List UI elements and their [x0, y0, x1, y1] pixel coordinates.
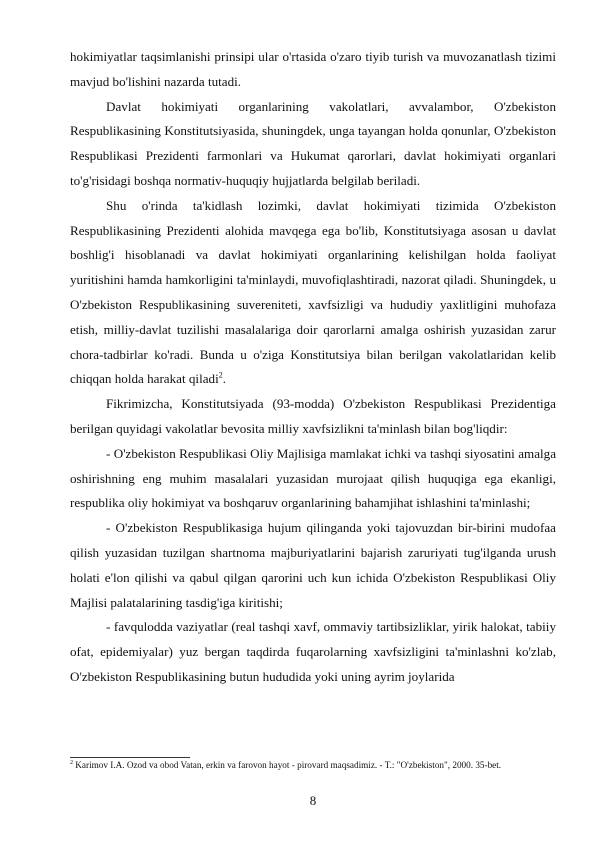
paragraph-3-text: Shu o'rinda ta'kidlash lozimki, davlat hokimiyati tizimida O'zbekiston Respublikasining Prezidenti alohida mavqega ega bo'lib, Konstitutsiyaga asosan u davlat boshlig'i hisoblanadi va davlat hokimiyati organlarining kelishilgan holda faoliyat yuritishini hamda hamkorligini ta'minlaydi, muvofiqlashtiradi, nazorat qiladi. Shuningdek, u O'zbekiston Respublikasining suvereniteti, xavfsizligi va hududiy yaxlitligini muhofaza etish, milliy-davlat tuzilishi masalalariga doir qarorlarni amalga oshirish yuzasidan zarur chora-tadbirlar ko'radi. Bunda u o'ziga Konstitutsiya bilan berilgan vakolatlaridan kelib chiqqan holda harakat qiladi: [70, 197, 556, 387]
footnote: [70, 759, 556, 772]
paragraph-4: Fikrimizcha, Konstitutsiyada (93-modda) O'zbekiston Respublikasi Prezidentiga berilgan quyidagi vakolatlar bevosita milliy xavfsizlikni ta'minlash bilan bog'liqdir:: [70, 396, 556, 436]
list-item-2: - O'zbekiston Respublikasiga hujum qilinganda yoki tajovuzdan bir-birini mudofaa qilish yuzasidan tuzilgan shartnoma majburiyatlarini bajarish zaruriyati tug'ilganda urush holati e'lon qilishi va qabul qilgan qarorini uch kun ichida O'zbekiston Respublikasi Oliy Majlisi palatalarining tasdig'iga kiritishi;: [70, 520, 556, 610]
paragraph-2: Davlat hokimiyati organlarining vakolatlari, avvalambor, O'zbekiston Respublikasining Konstitutsiyasida, shuningdek, unga tayangan holda qonunlar, O'zbekiston Respublikasi Prezidenti farmonlari va Hukumat qarorlari, davlat hokimiyati organlari to'g'risidagi boshqa normativ-huquqiy hujjatlarda belgilab beriladi.: [70, 98, 556, 188]
list-item-1: - O'zbekiston Respublikasi Oliy Majlisiga mamlakat ichki va tashqi siyosatini amalga oshirishning eng muhim masalalari yuzasidan murojaat qilish huquqiga ega ekanligi, respublika oliy hokimiyat va boshqaruv organlarining bahamjihat ishlashini ta'minlashi;: [70, 445, 556, 511]
document-body: [70, 45, 556, 690]
page-number: 8: [309, 793, 317, 808]
list-item-3: - favqulodda vaziyatlar (real tashqi xavf, ommaviy tartibsizliklar, yirik halokat, tabiiy ofat, epidemiyalar) yuz bergan taqdirda fuqarolarning xavfsizligini ta'minlashni ko'zlab, O'zbekiston Respublikasining butun hududida yoki uning ayrim joylarida: [70, 619, 556, 684]
paragraph-1: hokimiyatlar taqsimlanishi prinsipi ular o'rtasida o'zaro tiyib turish va muvozanatlash tizimi mavjud bo'lishini nazarda tutadi.: [70, 49, 556, 89]
footnote-text: Karimov I.A. Ozod va obod Vatan, erkin va farovon hayot - pirovard maqsadimiz. - T.: "O'zbekiston", 2000. 35-bet.: [73, 760, 502, 770]
paragraph-3: [70, 194, 556, 392]
footnote-reference[interactable]: 2: [218, 371, 223, 380]
footnote-marker: 2: [70, 759, 73, 766]
footnote-divider: [70, 757, 190, 758]
paragraph-3-tail: .: [222, 371, 226, 387]
